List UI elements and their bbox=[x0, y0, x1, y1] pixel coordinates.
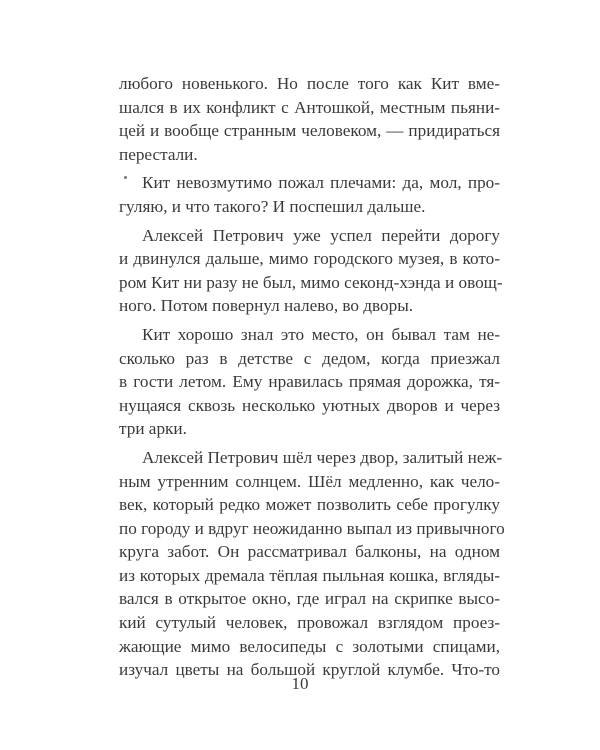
paragraph-4 bbox=[119, 323, 500, 441]
print-speck bbox=[124, 176, 127, 179]
text-line: Алексей Петрович шёл через двор, залитый неж- bbox=[142, 447, 503, 467]
paragraph-1 bbox=[119, 72, 500, 166]
text-line: в гости летом. Ему нравилась прямая дорожка, тя- bbox=[119, 372, 500, 392]
page-number: 10 bbox=[291, 674, 309, 693]
text-line: любого новенького. Но после того как Кит вме- bbox=[119, 74, 500, 93]
paragraph-5 bbox=[119, 446, 505, 682]
text-line: гуляю, и что такого? И поспешил дальше. bbox=[119, 196, 426, 216]
paragraph-3 bbox=[119, 224, 503, 318]
text-line: изучал цветы на большой круглой клумбе. Что-то bbox=[119, 660, 500, 680]
text-line: Алексей Петрович уже успел перейти дорогу bbox=[142, 225, 500, 245]
text-line: шался в их конфликт с Антошкой, местным пьяни- bbox=[119, 97, 500, 117]
paragraph-2 bbox=[119, 171, 500, 218]
text-line: жающие мимо велосипеды с золотыми спицами, bbox=[119, 636, 500, 656]
text-line: кий сутулый человек, провожал взглядом проез- bbox=[119, 613, 500, 633]
text-line: вался в открытое окно, где играл на скрипке высо- bbox=[119, 589, 500, 609]
text-line: и двинулся дальше, мимо городского музея, в кото- bbox=[119, 249, 500, 269]
text-line: нущаяся сквозь несколько уютных дворов и через bbox=[119, 395, 500, 415]
text-line: Кит невозмутимо пожал плечами: да, мол, про- bbox=[142, 173, 500, 193]
text-line: Кит хорошо знал это место, он бывал там не- bbox=[142, 324, 500, 344]
text-line: цей и вообще странным человеком, — придираться bbox=[119, 121, 500, 141]
text-line: по городу и вдруг неожиданно выпал из привычного bbox=[119, 518, 505, 538]
text-line: три арки. bbox=[119, 419, 187, 439]
text-line: ром Кит ни разу не был, мимо секонд-хэнда и овощ- bbox=[119, 272, 503, 292]
body-text bbox=[119, 72, 505, 682]
text-line: из которых дремала тёплая пыльная кошка, вгляды- bbox=[119, 565, 500, 585]
text-line: сколько раз в детстве с дедом, когда приезжал bbox=[119, 348, 500, 368]
text-line: ного. Потом повернул налево, во дворы. bbox=[119, 296, 414, 316]
text-line: перестали. bbox=[119, 144, 198, 164]
text-line: век, который редко может позволить себе прогулку bbox=[119, 495, 500, 515]
text-line: круга забот. Он рассматривал балконы, на одном bbox=[119, 542, 500, 562]
text-line: ным утренним солнцем. Шёл медленно, как чело- bbox=[119, 471, 500, 491]
